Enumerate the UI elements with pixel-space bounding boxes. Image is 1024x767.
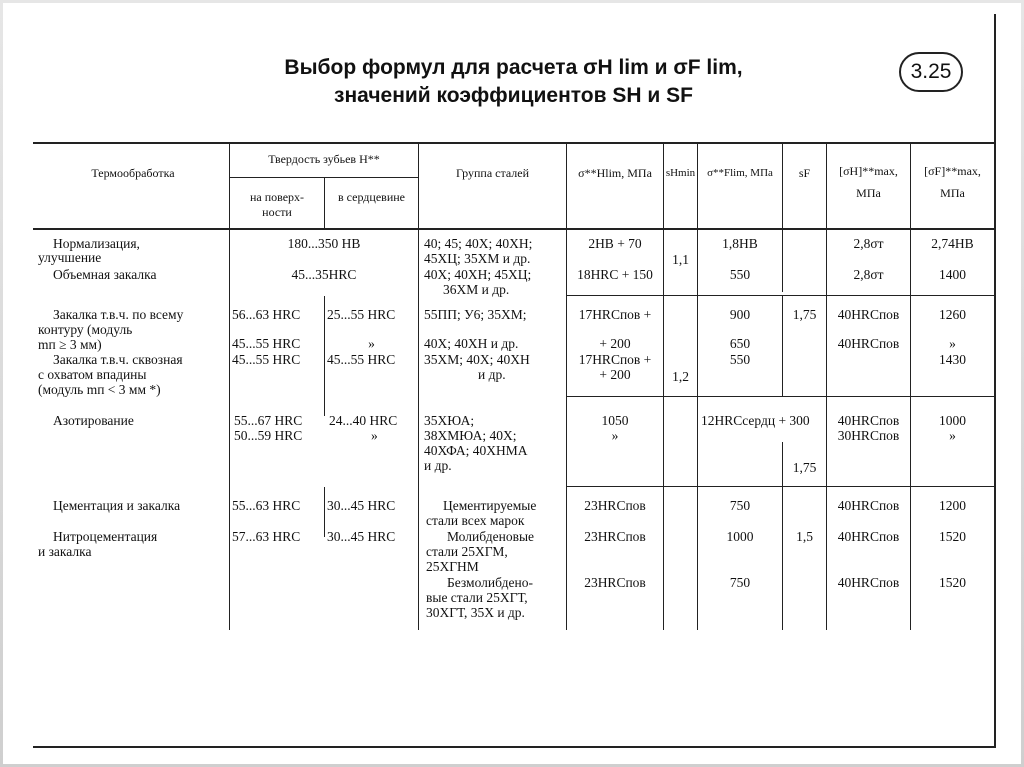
page-title: Выбор формул для расчета σH lim и σF lim, (284, 56, 743, 79)
cell-core: 25...55 HRC (327, 307, 396, 322)
cell-sigma-f-max: 1520 (939, 575, 966, 590)
col-rule (782, 142, 783, 292)
cell-treatment: Закалка т.в.ч. сквозная (53, 352, 183, 367)
cell-sigma-h: + 200 (599, 367, 631, 382)
cell-treatment: Азотирование (53, 413, 134, 428)
cell-sigma-h: 23HRCпов (584, 529, 646, 544)
cell-sigma-h: 18HRC + 150 (577, 267, 653, 282)
cell-steel: и др. (424, 458, 452, 473)
cell-core: 30...45 HRC (327, 498, 396, 513)
cell-steel: Молибденовые (447, 529, 535, 544)
cell-surface: 45...55 HRC (232, 336, 301, 351)
cell-sigma-h-max: 40HRCпов (837, 575, 900, 590)
cell-sigma-h: 17HRCпов + (578, 307, 652, 322)
cell-sigma-h-max: 40HRCпов (837, 336, 900, 351)
table-number-badge: 3.25 (899, 52, 963, 92)
cell-treatment: mп ≥ 3 мм) (38, 337, 102, 352)
header-sigma-h: σ**Hlim, МПа (578, 166, 652, 180)
cell-steel: 40ХФА; 40ХНМА (424, 443, 528, 458)
cell-steel: 45ХЦ; 35ХМ и др. (424, 251, 531, 266)
cell-treatment: с охватом впадины (38, 367, 147, 382)
cell-sigma-f: 550 (729, 267, 751, 282)
cell-steel: 55ПП; У6; 35ХМ; (424, 307, 527, 322)
cell-sigma-h-max: 40HRCпов (837, 529, 900, 544)
cell-core: 45...55 HRC (327, 352, 396, 367)
cell-treatment: и закалка (38, 544, 92, 559)
header-sigma-f-max: [σF]**max, (924, 164, 981, 178)
cell-treatment: Цементация и закалка (53, 498, 181, 513)
cell-core: » (371, 428, 378, 443)
cell-sigma-h: + 200 (599, 336, 631, 351)
cell-surface: 55...67 HRC (234, 413, 303, 428)
cell-steel: 35ХМ; 40Х; 40ХН (424, 352, 530, 367)
row-rule (566, 486, 994, 487)
cell-steel: Безмолибдено- (447, 575, 533, 590)
cell-sigma-f: 1,8НВ (722, 236, 758, 251)
cell-sigma-f-max: 1400 (939, 267, 966, 282)
cell-sf: 1,5 (796, 529, 813, 544)
cell-sigma-h: 23HRCпов (584, 498, 646, 513)
cell-sigma-f-max: 1000 (939, 413, 966, 428)
cell-steel: Цементируемые (443, 498, 537, 513)
cell-treatment: контуру (модуль (38, 322, 133, 337)
cell-core: » (368, 336, 375, 351)
cell-steel: 40Х; 40ХН; 45ХЦ; (424, 267, 532, 282)
cell-sigma-f: 900 (729, 307, 751, 322)
header-sh-min: sHmin (665, 167, 696, 179)
cell-sf: 1,75 (792, 307, 817, 322)
cell-sigma-f: 12HRCсердц + 300 (701, 413, 810, 428)
cell-sigma-f-max: 2,74НВ (931, 236, 974, 251)
cell-steel: 25ХГНМ (426, 559, 479, 574)
cell-surface: 45...55 HRC (232, 352, 301, 367)
cell-sigma-f: 750 (729, 498, 751, 513)
cell-core: 24...40 HRC (329, 413, 398, 428)
cell-steel: 40; 45; 40Х; 40ХН; (424, 236, 533, 251)
cell-sf: 1,75 (792, 460, 817, 475)
header-steel-group: Группа сталей (455, 166, 530, 180)
cell-surface: 50...59 HRC (234, 428, 303, 443)
cell-sigma-h-max: 30HRCпов (837, 428, 900, 443)
cell-sigma-f-max: 1200 (939, 498, 966, 513)
cell-sigma-h-max: 40HRCпов (837, 307, 900, 322)
cell-treatment: Нормализация, (53, 236, 140, 251)
header-hardness: Твердость зубьев Н** (268, 152, 380, 166)
row-rule (566, 396, 994, 397)
cell-sh-min: 1,1 (672, 252, 689, 267)
cell-steel: 40Х; 40ХН и др. (424, 336, 519, 351)
cell-sigma-h: » (611, 428, 619, 443)
cell-surface: 57...63 HRC (232, 529, 301, 544)
cell-sh-min: 1,2 (672, 369, 689, 384)
header-bottom-rule (33, 228, 994, 230)
cell-surface: 55...63 HRC (232, 498, 301, 513)
col-rule (663, 142, 664, 630)
header-sigma-f: σ**Flim, МПа (707, 167, 773, 179)
col-rule (418, 142, 419, 630)
cell-steel: и др. (478, 367, 506, 382)
col-rule (697, 142, 698, 630)
cell-sigma-f: 1000 (726, 529, 754, 544)
document-page (33, 14, 996, 748)
col-rule (324, 296, 325, 416)
cell-sigma-h-max: 2,8σт (853, 267, 884, 282)
cell-treatment: улучшение (38, 250, 102, 265)
table-top-rule (33, 142, 994, 144)
cell-sigma-h: 1050 (601, 413, 629, 428)
cell-core: 30...45 HRC (327, 529, 396, 544)
cell-treatment: Закалка т.в.ч. по всему (53, 307, 184, 322)
cell-treatment: (модуль mп < 3 мм *) (38, 382, 161, 397)
header-treatment: Термообработка (91, 166, 175, 180)
cell-steel: 38ХМЮА; 40Х; (424, 428, 517, 443)
cell-steel: 30ХГТ, 35Х и др. (426, 605, 525, 620)
cell-sigma-h: 23HRCпов (584, 575, 646, 590)
cell-steel: стали всех марок (426, 513, 525, 528)
col-rule (324, 487, 325, 537)
cell-sigma-f-max: » (949, 336, 956, 351)
cell-sigma-f-max: 1260 (939, 307, 966, 322)
header-sigma-h-max: [σH]**max, (839, 164, 898, 178)
cell-surface: 56...63 HRC (232, 307, 301, 322)
cell-steel: стали 25ХГМ, (426, 544, 508, 559)
cell-sigma-h-max: 40HRCпов (837, 413, 900, 428)
header-core: в сердцевине (338, 190, 405, 204)
cell-hardness: 180...350 НВ (287, 236, 361, 251)
col-rule (910, 142, 911, 630)
page-subtitle: значений коэффициентов SH и SF (334, 84, 693, 107)
header-sigma-h-max-unit: МПа (856, 186, 881, 200)
cell-sigma-h: 17HRCпов + (578, 352, 652, 367)
cell-treatment: Объемная закалка (53, 267, 157, 282)
header-surface-2: ности (262, 205, 292, 219)
cell-sigma-f: 750 (729, 575, 751, 590)
cell-sigma-h-max: 40HRCпов (837, 498, 900, 513)
cell-sigma-f-max: 1520 (939, 529, 966, 544)
cell-sigma-f-max: » (949, 428, 956, 443)
cell-steel: 36ХМ и др. (443, 282, 510, 297)
cell-hardness: 45...35HRC (291, 267, 357, 282)
col-rule (826, 142, 827, 630)
row-rule (566, 295, 994, 296)
header-sigma-f-max-unit: МПа (940, 186, 965, 200)
cell-sigma-h-max: 2,8σт (853, 236, 884, 251)
header-sf: sF (798, 166, 811, 180)
cell-sigma-h: 2НВ + 70 (588, 236, 642, 251)
cell-steel: 35ХЮА; (424, 413, 475, 428)
cell-treatment: Нитроцементация (53, 529, 158, 544)
header-surface: на поверх- (249, 190, 305, 204)
cell-steel: вые стали 25ХГТ, (426, 590, 528, 605)
cell-sigma-f: 550 (729, 352, 751, 367)
cell-sigma-f-max: 1430 (939, 352, 966, 367)
cell-sigma-f: 650 (729, 336, 751, 351)
col-rule (566, 142, 567, 630)
